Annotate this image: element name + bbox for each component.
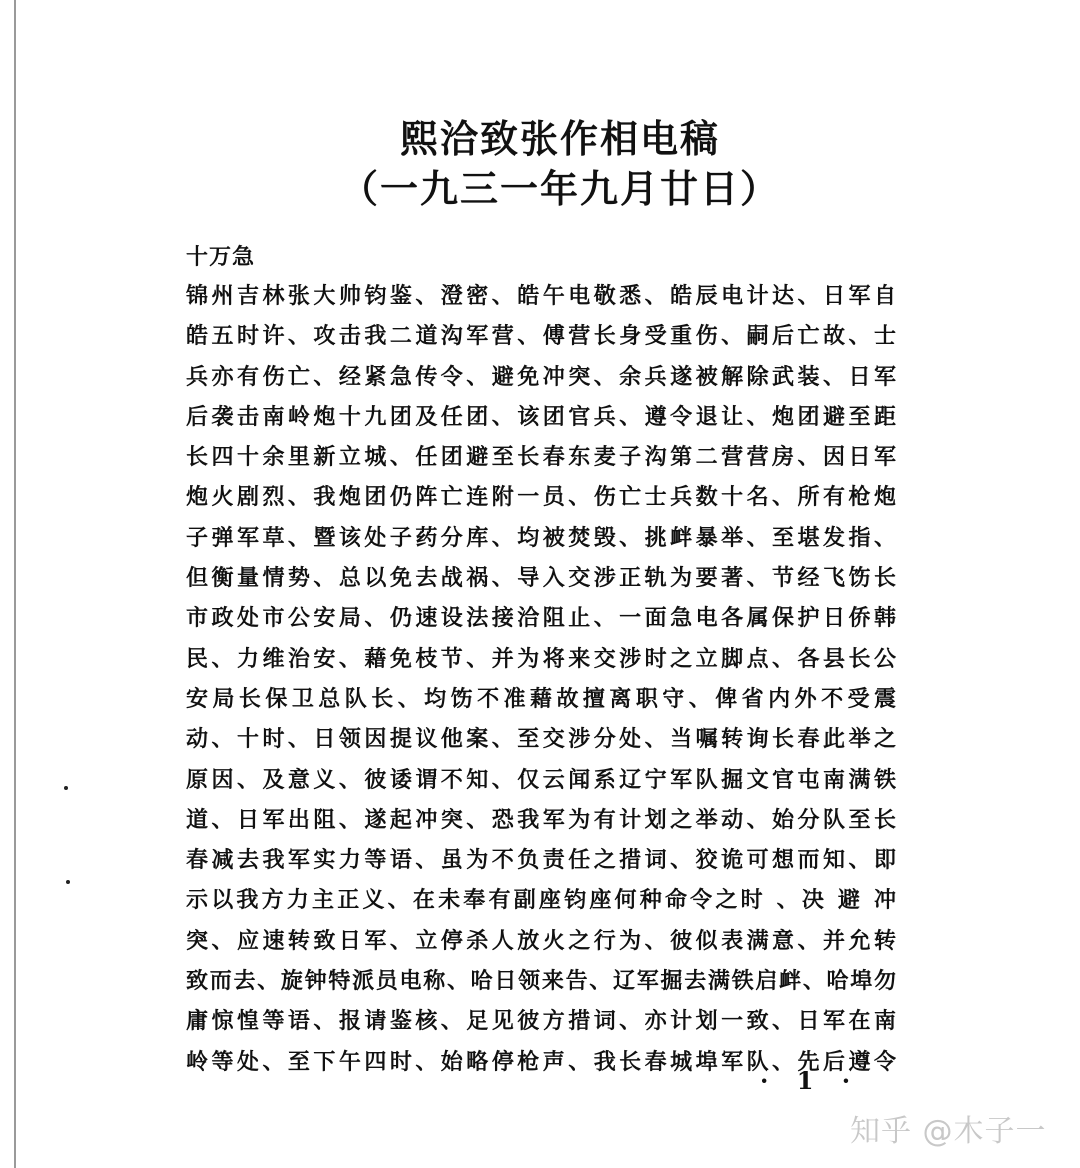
telegram-body — [186, 238, 896, 1082]
body-line: 市政处市公安局、仍速设法接洽阻止、一面急电各属保护日侨韩 — [186, 605, 896, 632]
body-line: 突、应速转致日军、立停杀人放火之行为、彼似表满意、并允转 — [186, 927, 896, 954]
scan-edge-line — [14, 0, 16, 1168]
body-line: 安局长保卫总队长、均饬不准藉故擅离职守、俾省内外不受震 — [186, 685, 896, 712]
scan-speck — [64, 786, 68, 790]
page-number: · 1 · — [760, 1066, 861, 1095]
body-line: 原因、及意义、彼诿谓不知、仅云闻系辽宁军队掘文官屯南满铁 — [186, 766, 896, 793]
body-line: 但衡量情势、总以免去战祸、导入交涉正轨为要著、节经飞饬长 — [186, 565, 896, 592]
body-line: 庸惊惶等语、报请鉴核、足见彼方措词、亦计划一致、日军在南 — [186, 1008, 896, 1035]
body-line: 致而去、旋钟特派员电称、哈日领来告、辽军掘去满铁启衅、哈埠勿 — [186, 968, 896, 995]
body-line: 岭等处、至下午四时、始略停枪声、我长春城埠军队、先后遵令 — [186, 1048, 896, 1075]
body-line: 民、力维治安、藉免枝节、并为将来交涉时之立脚点、各县长公 — [186, 645, 896, 672]
scan-speck — [66, 880, 70, 884]
body-line: 兵亦有伤亡、经紧急传令、避免冲突、余兵遂被解除武装、日军 — [186, 363, 896, 390]
body-line: 长四十余里新立城、任团避至长春东麦子沟第二营营房、因日军 — [186, 444, 896, 471]
body-line: 锦州吉林张大帅钧鉴、澄密、皓午电敬悉、皓辰电计达、日军自 — [186, 283, 896, 309]
body-line: 后袭击南岭炮十九团及任团、该团官兵、遵令退让、炮团避至距 — [186, 403, 896, 430]
body-line: 皓五时许、攻击我二道沟军营、傅营长身受重伤、嗣后亡故、士 — [186, 323, 896, 350]
body-line: 子弹军草、暨该处子药分库、均被焚毁、挑衅暴举、至堪发指、 — [186, 524, 896, 551]
body-line: 示以我方力主正义、在未奉有副座钧座何种命令之时 、决 避 冲 — [186, 887, 896, 914]
body-line: 道、日军出阻、遂起冲突、恐我军为有计划之举动、始分队至长 — [186, 806, 896, 833]
body-line: 炮火剧烈、我炮团仍阵亡连附一员、伤亡士兵数十名、所有枪炮 — [186, 484, 896, 511]
document-title: 熙洽致张作相电稿 — [399, 116, 720, 161]
zhihu-watermark: 知乎 @木子一 — [850, 1114, 1047, 1149]
document-date: （一九三一年九月廿日） — [339, 166, 780, 211]
body-line: 动、十时、日领因提议他案、至交涉分处、当嘱转询长春此举之 — [186, 726, 896, 753]
urgency-heading: 十万急 — [186, 244, 256, 270]
body-line: 春减去我军实力等语、虽为不负责任之措词、狡诡可想而知、即 — [186, 847, 896, 874]
